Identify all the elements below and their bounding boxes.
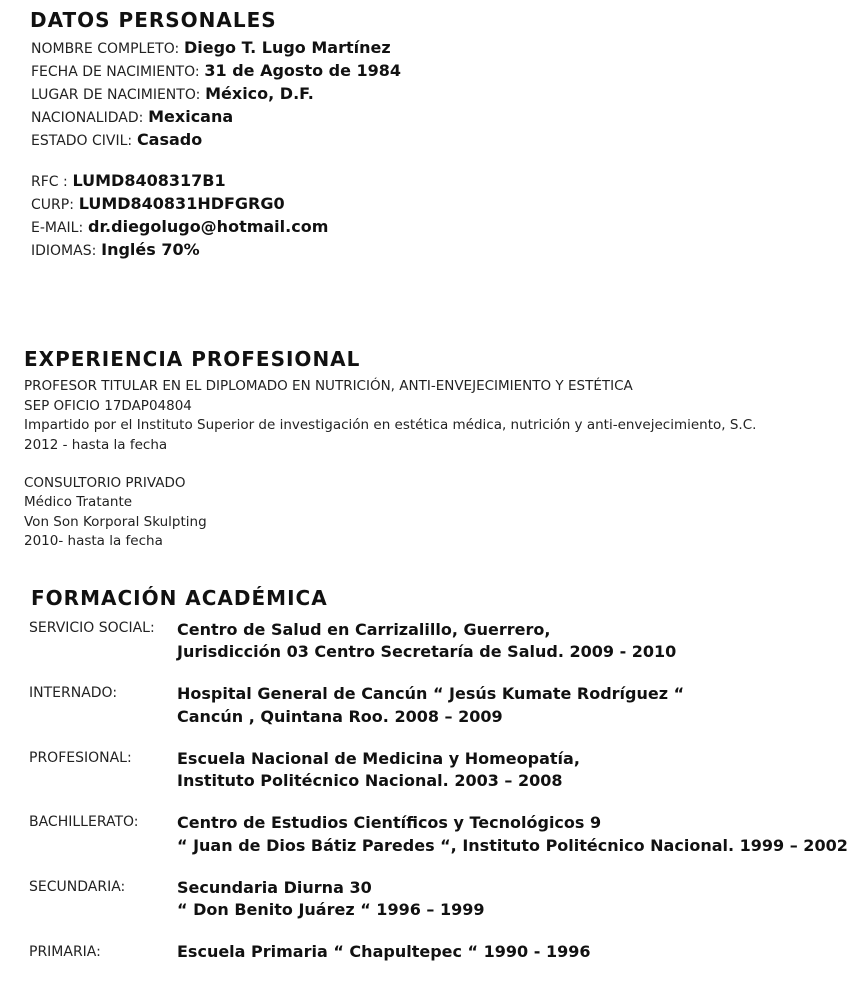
field-nationality [31,106,233,129]
experience-line: PROFESOR TITULAR EN EL DIPLOMADO EN NUTRICIÓN, ANTI-ENVEJECIMIENTO Y ESTÉTICA [24,378,633,394]
field-value: dr.diegolugo@hotmail.com [87,217,329,236]
field-value: México, D.F. [205,84,314,103]
education-line: “ Don Benito Juárez “ 1996 – 1999 [177,900,485,919]
field-value: LUMD8408317B1 [72,171,226,190]
field-label: RFC : [31,174,68,190]
field-value: Casado [136,130,203,149]
experience-line: Impartido por el Instituto Superior de investigación en estética médica, nutrición y anti-envejecimiento, S.C. [24,417,757,433]
field-curp [31,193,285,216]
field-rfc [31,170,226,193]
education-line: Centro de Estudios Científicos y Tecnológicos 9 [177,813,602,832]
field-label: NOMBRE COMPLETO: [31,41,180,57]
education-line: Jurisdicción 03 Centro Secretaría de Salud. 2009 - 2010 [177,642,677,661]
education-line: Secundaria Diurna 30 [177,878,372,897]
education-label: SERVICIO SOCIAL: [29,620,155,636]
education-label: INTERNADO: [29,685,118,701]
field-value: Diego T. Lugo Martínez [183,38,391,57]
field-label: IDIOMAS: [31,243,97,259]
education-line: Escuela Primaria “ Chapultepec “ 1990 - 1996 [177,942,591,961]
field-label: FECHA DE NACIMIENTO: [31,64,200,80]
education-line: Escuela Nacional de Medicina y Homeopatía, [177,749,580,768]
section-title-experience: EXPERIENCIA PROFESIONAL [24,347,361,371]
education-line: “ Juan de Dios Bátiz Paredes “, Instituto Politécnico Nacional. 1999 – 2002 [177,836,848,855]
experience-line: Médico Tratante [24,494,133,510]
experience-line: CONSULTORIO PRIVADO [24,475,186,491]
field-label: NACIONALIDAD: [31,110,144,126]
field-label: E-MAIL: [31,220,84,236]
field-label: ESTADO CIVIL: [31,133,133,149]
section-title-personal: DATOS PERSONALES [30,8,277,32]
education-line: Centro de Salud en Carrizalillo, Guerrero, [177,620,551,639]
education-label: PROFESIONAL: [29,750,132,766]
field-value: Inglés 70% [101,240,200,259]
field-email [31,216,328,239]
experience-line: 2012 - hasta la fecha [24,437,168,453]
field-birth-place [31,83,314,106]
field-civil-status [31,129,202,152]
field-value: LUMD840831HDFGRG0 [78,194,285,213]
field-value: 31 de Agosto de 1984 [204,61,402,80]
field-label: CURP: [31,197,74,213]
education-label: PRIMARIA: [29,944,101,960]
experience-line: SEP OFICIO 17DAP04804 [24,398,192,414]
field-full-name [31,37,391,60]
experience-line: Von Son Korporal Skulpting [24,514,207,530]
field-value: Mexicana [148,107,234,126]
field-languages [31,239,200,262]
field-birth-date [31,60,401,83]
field-label: LUGAR DE NACIMIENTO: [31,87,201,103]
education-line: Hospital General de Cancún “ Jesús Kumate Rodríguez “ [177,684,685,703]
education-label: BACHILLERATO: [29,814,139,830]
education-line: Instituto Politécnico Nacional. 2003 – 2008 [177,771,563,790]
education-line: Cancún , Quintana Roo. 2008 – 2009 [177,707,503,726]
education-label: SECUNDARIA: [29,879,126,895]
experience-line: 2010- hasta la fecha [24,533,163,549]
section-title-education: FORMACIÓN ACADÉMICA [31,586,328,610]
